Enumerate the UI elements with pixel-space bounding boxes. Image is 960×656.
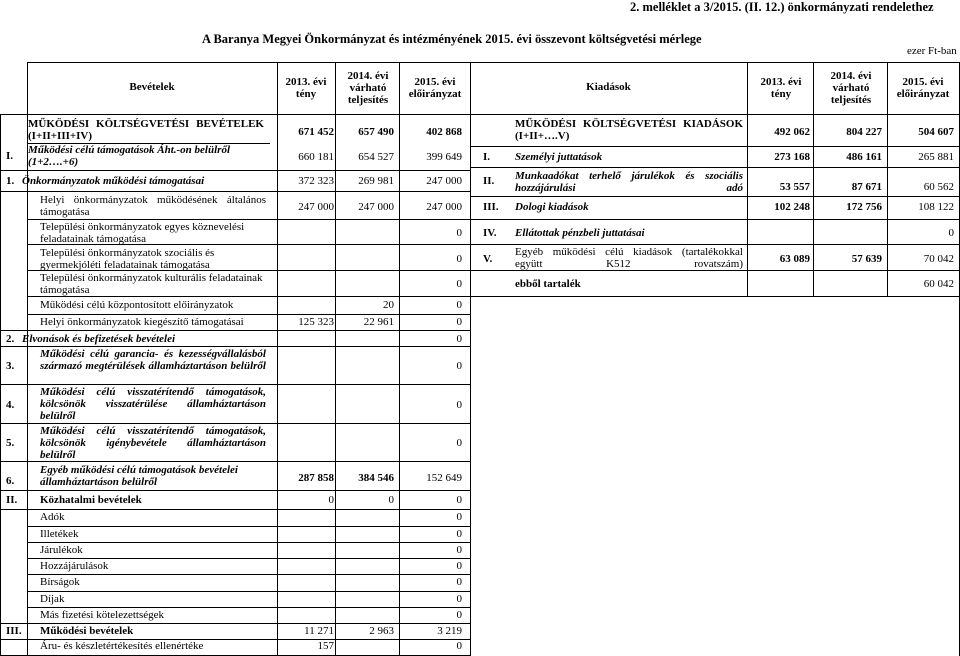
left-r19-label: Hozzájárulások bbox=[40, 560, 109, 572]
right-r3-label: Munkaadókat terhelő járulékok és szociális hozzájárulási adó bbox=[515, 170, 743, 194]
right-r2-num: I. bbox=[483, 151, 491, 163]
left-r22-label: Más fizetési kötelezettségek bbox=[40, 609, 165, 621]
right-r3-v14: 87 671 bbox=[851, 181, 882, 193]
left-r11-v15: 0 bbox=[456, 360, 462, 372]
left-r22-v15: 0 bbox=[456, 609, 462, 621]
left-r14-v13: 287 858 bbox=[298, 472, 334, 484]
left-r5-label: Települési önkormányzatok egyes köznevelési feladatainak támogatása bbox=[40, 221, 245, 245]
left-r15-v13: 0 bbox=[328, 494, 334, 506]
right-r3-num: II. bbox=[483, 175, 495, 187]
left-r11-label: Működési célú garancia- és kezességvállalásból származó megtérülések államháztartáson belülről bbox=[40, 348, 266, 372]
left-r10-v15: 0 bbox=[456, 333, 462, 345]
left-r12-v15: 0 bbox=[456, 399, 462, 411]
left-r17-v15: 0 bbox=[456, 528, 462, 540]
right-r3-v13: 53 557 bbox=[779, 181, 810, 193]
left-r4-label: Helyi önkormányzatok működésének általános támogatása bbox=[40, 194, 266, 218]
right-r6-v14: 57 639 bbox=[851, 253, 882, 265]
left-r7-label: Települési önkormányzatok kulturális feladatainak támogatása bbox=[40, 272, 263, 296]
left-r23-v15: 3 219 bbox=[437, 625, 462, 637]
left-r21-v15: 0 bbox=[456, 593, 462, 605]
col-2013-header-left: 2013. évi tény bbox=[285, 76, 327, 100]
left-r9-v13: 125 323 bbox=[298, 316, 334, 328]
left-r9-v15: 0 bbox=[456, 316, 462, 328]
left-r5-v15: 0 bbox=[456, 227, 462, 239]
left-r12-num: 4. bbox=[6, 399, 15, 411]
left-r24-v13: 157 bbox=[317, 640, 334, 652]
left-r7-v15: 0 bbox=[456, 278, 462, 290]
left-r15-label: Közhatalmi bevételek bbox=[40, 494, 142, 506]
left-r15-v15: 0 bbox=[456, 494, 462, 506]
left-r23-label: Működési bevételek bbox=[40, 625, 134, 637]
left-r4-v15: 247 000 bbox=[426, 201, 462, 213]
income-header: Bevételek bbox=[129, 81, 175, 93]
left-r17-label: Illetékek bbox=[40, 528, 79, 540]
right-r7-v15: 60 042 bbox=[923, 278, 954, 290]
col-2014-header-left: 2014. évi várható teljesítés bbox=[347, 70, 389, 106]
left-r9-v14: 22 961 bbox=[363, 316, 394, 328]
left-r8-v14: 20 bbox=[383, 299, 394, 311]
left-r9-label: Helyi önkormányzatok kiegészítő támogatásai bbox=[40, 316, 244, 328]
left-r20-v15: 0 bbox=[456, 576, 462, 588]
right-r3-v15: 60 562 bbox=[923, 181, 954, 193]
right-r1-v13: 492 062 bbox=[774, 126, 810, 138]
left-r3-v13: 372 323 bbox=[298, 175, 334, 187]
right-r2-v15: 265 881 bbox=[918, 151, 954, 163]
left-r24-v15: 0 bbox=[456, 640, 462, 652]
right-r4-label: Dologi kiadások bbox=[515, 201, 589, 213]
attachment-note: 2. melléklet a 3/2015. (II. 12.) önkormányzati rendelethez bbox=[630, 0, 934, 14]
left-r2-v13: 660 181 bbox=[298, 151, 334, 163]
left-r14-num: 6. bbox=[6, 475, 15, 487]
left-r4-v13: 247 000 bbox=[298, 201, 334, 213]
right-r1-v15: 504 607 bbox=[918, 126, 954, 138]
left-r23-v14: 2 963 bbox=[369, 625, 394, 637]
right-r2-label: Személyi juttatások bbox=[515, 151, 603, 163]
left-r1-v15: 402 868 bbox=[426, 126, 462, 138]
right-r6-num: V. bbox=[483, 253, 493, 265]
left-r3-num: 1. bbox=[6, 175, 15, 187]
left-r15-num: II. bbox=[6, 494, 18, 506]
right-r5-label: Ellátottak pénzbeli juttatásai bbox=[515, 227, 645, 239]
left-r16-v15: 0 bbox=[456, 511, 462, 523]
left-r14-v14: 384 546 bbox=[358, 472, 394, 484]
unit-label: ezer Ft-ban bbox=[907, 45, 957, 57]
left-r3-v15: 247 000 bbox=[426, 175, 462, 187]
col-2014-header-right: 2014. évi várható teljesítés bbox=[830, 70, 872, 106]
left-r10-num: 2. bbox=[6, 333, 15, 345]
left-r18-v15: 0 bbox=[456, 544, 462, 556]
left-r3-v14: 269 981 bbox=[358, 175, 394, 187]
left-r3-label: Önkormányzatok működési támogatásai bbox=[22, 175, 205, 187]
left-r2-v14: 654 527 bbox=[358, 151, 394, 163]
right-r6-v15: 70 042 bbox=[923, 253, 954, 265]
right-r4-v15: 108 122 bbox=[918, 201, 954, 213]
left-r1-v14: 657 490 bbox=[358, 126, 394, 138]
left-r12-label: Működési célú visszatérítendő támogatások, kölcsönök visszatérülése államháztartáson belülről bbox=[40, 386, 266, 422]
left-r23-v13: 11 271 bbox=[304, 625, 334, 637]
right-r4-v13: 102 248 bbox=[774, 201, 810, 213]
left-r13-v15: 0 bbox=[456, 437, 462, 449]
col-2015-header-left: 2015. évi előirányzat bbox=[408, 76, 462, 100]
col-2015-header-right: 2015. évi előirányzat bbox=[896, 76, 950, 100]
left-r23-num: III. bbox=[6, 625, 22, 637]
left-r15-v14: 0 bbox=[388, 494, 394, 506]
left-r13-label: Működési célú visszatérítendő támogatások, kölcsönök igénybevétele államháztartáson belülről bbox=[40, 425, 266, 461]
left-r1-label-a: MŰKÖDÉSI KÖLTSÉGVETÉSI BEVÉTELEK (I+II+III+IV) bbox=[28, 118, 264, 142]
left-r11-num: 3. bbox=[6, 360, 15, 372]
left-r1-v13: 671 452 bbox=[298, 126, 334, 138]
left-r10-label: Elvonások és befizetések bevételei bbox=[22, 333, 176, 345]
left-r21-label: Díjak bbox=[40, 593, 65, 605]
left-r14-label: Egyéb működési célú támogatások bevételei államháztartáson belülről bbox=[40, 464, 238, 488]
left-r6-label: Települési önkormányzatok szociális és gyermekjóléti feladatainak támogatása bbox=[40, 247, 215, 271]
left-r2-v15: 399 649 bbox=[426, 151, 462, 163]
right-r5-v15: 0 bbox=[948, 227, 954, 239]
left-r14-v15: 152 649 bbox=[426, 472, 462, 484]
col-2013-header-right: 2013. évi tény bbox=[760, 76, 802, 100]
left-r24-label: Áru- és készletértékesítés ellenértéke bbox=[40, 640, 204, 652]
right-r4-num: III. bbox=[483, 201, 499, 213]
left-r16-label: Adók bbox=[40, 511, 65, 523]
right-r2-v13: 273 168 bbox=[774, 151, 810, 163]
right-r6-v13: 63 089 bbox=[779, 253, 810, 265]
right-r2-v14: 486 161 bbox=[846, 151, 882, 163]
left-r6-v15: 0 bbox=[456, 253, 462, 265]
left-r8-label: Működési célú központosított előirányzatok bbox=[40, 299, 234, 311]
right-r4-v14: 172 756 bbox=[846, 201, 882, 213]
left-r4-v14: 247 000 bbox=[358, 201, 394, 213]
left-r2-label: Működési célú támogatások Áht.-on belülről (1+2….+6) bbox=[28, 144, 230, 168]
left-r18-label: Járulékok bbox=[40, 544, 83, 556]
right-r1-label: MŰKÖDÉSI KÖLTSÉGVETÉSI KIADÁSOK (I+II+….V) bbox=[515, 118, 743, 142]
left-r19-v15: 0 bbox=[456, 560, 462, 572]
page-title: A Baranya Megyei Önkormányzat és intézményének 2015. évi összevont költségvetési mérlege bbox=[202, 32, 702, 46]
right-r7-label: ebből tartalék bbox=[515, 278, 581, 290]
right-r6-label: Egyéb működési célú kiadások (tartalékokkal együtt K512 rovatszám) bbox=[515, 246, 743, 270]
right-r5-num: IV. bbox=[483, 227, 497, 239]
left-r13-num: 5. bbox=[6, 437, 15, 449]
left-r20-label: Bírságok bbox=[40, 576, 80, 588]
left-r1-num: I. bbox=[6, 150, 14, 162]
right-r1-v14: 804 227 bbox=[846, 126, 882, 138]
left-r8-v15: 0 bbox=[456, 299, 462, 311]
expense-header: Kiadások bbox=[586, 81, 631, 93]
